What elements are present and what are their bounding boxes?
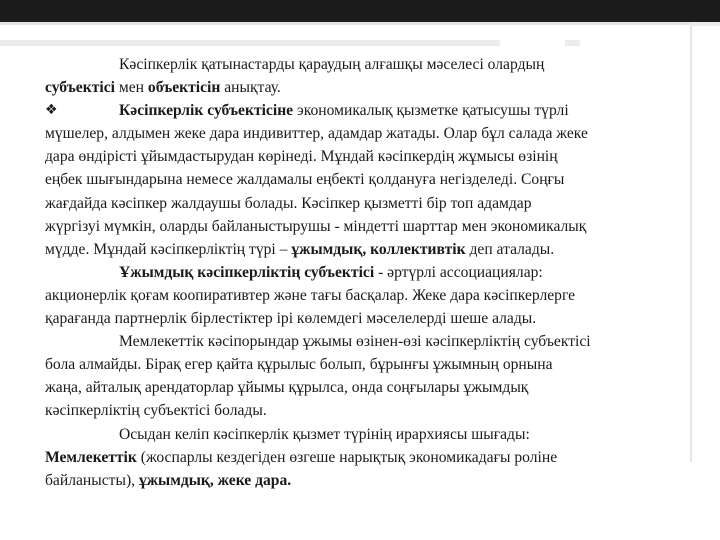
paragraph-4-line-1: Мемлекеттік кәсіпорындар ұжымы өзінен-өзі кәсіпкерліктің субъектісі [119,333,591,351]
term-entrepreneurship-subject: Кәсіпкерлік субъектісіне [119,102,294,120]
text-segment: мен [114,79,148,97]
term-object: объектісін [147,79,221,97]
term-subject: субъектісі [45,79,115,97]
term-collective: ұжымдық, коллективтік [291,240,466,258]
slide-right-rule [690,22,692,462]
paragraph-1-line-2 [45,76,675,99]
slide-top-band [0,0,720,22]
text-segment: экономикалық қызметке қатысушы түрлі [293,102,569,120]
paragraph-4-line-4: кәсіпкерліктің субъектісі болады. [45,402,267,420]
diamond-bullet-icon: ❖ [45,102,58,119]
text-segment: деп аталады. [465,240,555,258]
paragraph-4-line-2: бола алмайды. Бірақ егер қайта құрылыс болып, бұрынғы ұжымның орнына [45,356,553,374]
slide-header-bar-accent [565,40,580,46]
paragraph-3-line-1 [45,261,675,284]
paragraph-2-line-2: мүшелер, алдымен жеке дара индивиттер, адамдар жатады. Олар бұл салада жеке [45,125,588,143]
paragraph-2-line-7 [45,238,675,261]
term-collective-individual: ұжымдық, жеке дара [138,471,288,489]
paragraph-3-line-2: акционерлік қоғам коопиративтер және тағы басқалар. Жеке дара кәсіпкерлерге [45,286,576,304]
slide-top-rule [0,22,690,25]
paragraph-3-line-3: қарағанда партнерлік бірлестіктер ірі көлемдегі мәселелерді шеше алады. [45,310,537,328]
paragraph-4-line-3: жаңа, айталық арендаторлар ұйымы құрылса, онда соңғылары ұжымдық [45,379,529,397]
paragraph-1-line-1: Кәсіпкерлік қатынастарды қараудың алғашқы мәселесі олардың [119,56,545,73]
term-collective-subject: Ұжымдық кәсіпкерліктің субъектісі [119,263,375,281]
slide-body-text [45,53,675,492]
slide-header-bar [0,40,500,46]
text-segment: - әртүрлі ассоциациялар: [374,263,543,281]
paragraph-2-line-1 [45,99,675,122]
text-segment: анықтау. [220,79,281,97]
paragraph-2-line-6: жүргізуі мүмкін, оларды байланыстырушы - міндетті шарттар мен экономикалық [45,217,587,235]
paragraph-2-line-4: еңбек шығындарына немесе жалдамалы еңбекті қолдануға негізделеді. Соңғы [45,171,565,189]
slide-right-tick [690,22,720,26]
paragraph-2-line-3: дара өндірісті ұйымдастырудан көрінеді. Мұндай кәсіпкердің жұмысы өзінің [45,148,558,166]
text-segment: (жоспарлы кездегіден өзгеше нарықтық экономикадағы роліне [136,448,558,466]
text-segment: байланысты), [45,471,139,489]
text-segment: . [287,471,292,489]
paragraph-2-line-5: жағдайда кәсіпкер жалдаушы болады. Кәсіпкер қызметті бір топ адамдар [45,194,532,212]
paragraph-5-line-1: Осыдан келіп кәсіпкерлік қызмет түрінің ирархиясы шығады: [119,425,530,443]
paragraph-5-line-2 [45,446,675,469]
text-segment: мүдде. Мұндай кәсіпкерліктің түрі – [45,240,292,258]
paragraph-5-line-3 [45,469,675,492]
term-state: Мемлекеттік [45,448,137,466]
